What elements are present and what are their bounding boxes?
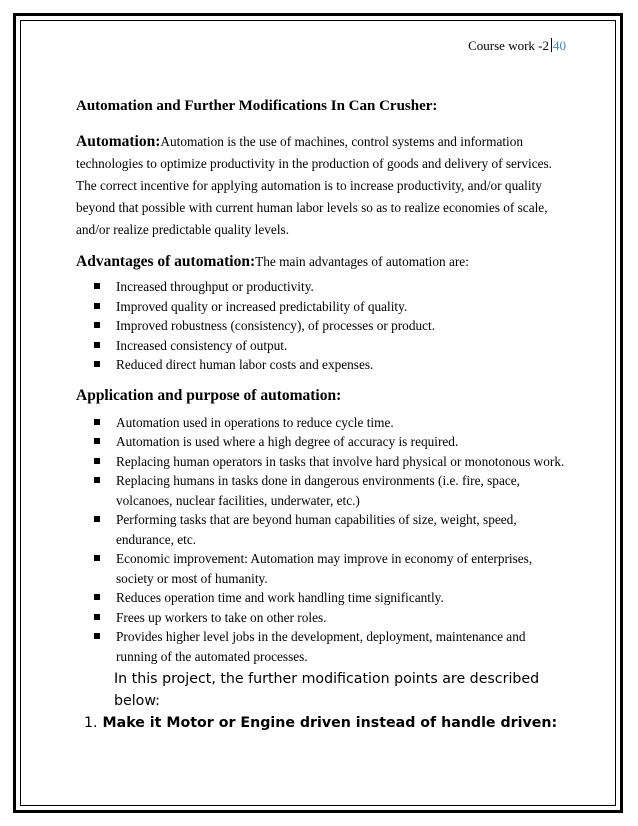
list-item: Automation is used where a high degree of accuracy is required.: [76, 432, 566, 452]
automation-text: Automation is the use of machines, control systems and information technologies to optimize productivity in the production of goods and delivery of services. The correct incentive for applying automation is to increase productivity, and/or quality beyond that possible with current human labor levels so as to realize economies of scale, and/or realize predictable quality levels.: [76, 134, 552, 237]
application-label: Application and purpose of automation:: [76, 386, 342, 404]
bullet-icon: [94, 555, 100, 561]
page-title: Automation and Further Modifications In Can Crusher:: [76, 98, 438, 114]
bullet-icon: [94, 516, 100, 522]
list-item: Improved quality or increased predictability of quality.: [76, 297, 566, 317]
bullet-icon: [94, 361, 100, 367]
bullet-icon: [94, 458, 100, 464]
bullet-icon: [94, 303, 100, 309]
list-item: Performing tasks that are beyond human capabilities of size, weight, speed, endurance, etc.: [76, 510, 566, 549]
advantages-paragraph: [76, 251, 566, 273]
numbered-heading-text: Make it Motor or Engine driven instead of handle driven:: [102, 715, 558, 731]
page-number: 40: [553, 38, 566, 53]
list-item: Economic improvement: Automation may improve in economy of enterprises, society or most of humanity.: [76, 549, 566, 588]
advantages-intro: The main advantages of automation are:: [255, 254, 469, 269]
bullet-icon: [94, 419, 100, 425]
page-header: [468, 38, 566, 54]
bullet-icon: [94, 342, 100, 348]
numbered-heading: [76, 712, 566, 734]
list-item: Provides higher level jobs in the development, deployment, maintenance and running of the automated processes.: [76, 627, 566, 666]
bullet-icon: [94, 438, 100, 444]
list-item: Frees up workers to take on other roles.: [76, 608, 566, 628]
bullet-icon: [94, 322, 100, 328]
advantages-label: Advantages of automation:: [76, 253, 256, 270]
list-item: Increased consistency of output.: [76, 336, 566, 356]
course-label: Course work -2: [468, 38, 549, 53]
bullet-icon: [94, 594, 100, 600]
bullet-icon: [94, 283, 100, 289]
list-item: Replacing human operators in tasks that involve hard physical or monotonous work.: [76, 452, 566, 472]
advantages-list: [76, 277, 566, 375]
application-list: [76, 413, 566, 667]
list-item: Increased throughput or productivity.: [76, 277, 566, 297]
bullet-icon: [94, 614, 100, 620]
project-intro: In this project, the further modification points are described below:: [114, 671, 540, 709]
bullet-icon: [94, 633, 100, 639]
automation-paragraph: [76, 131, 566, 241]
list-item: Automation used in operations to reduce cycle time.: [76, 413, 566, 433]
list-item: Reduced direct human labor costs and expenses.: [76, 355, 566, 375]
document-body: [76, 98, 566, 734]
list-item: Replacing humans in tasks done in dangerous environments (i.e. fire, space, volcanoes, nuclear facilities, underwater, etc.): [76, 471, 566, 510]
automation-label: Automation:: [76, 133, 161, 150]
item-number: 1.: [84, 715, 98, 731]
list-item: Reduces operation time and work handling time significantly.: [76, 588, 566, 608]
list-item: Improved robustness (consistency), of processes or product.: [76, 316, 566, 336]
application-heading-paragraph: [76, 385, 566, 407]
bullet-icon: [94, 477, 100, 483]
header-separator: [551, 38, 552, 52]
